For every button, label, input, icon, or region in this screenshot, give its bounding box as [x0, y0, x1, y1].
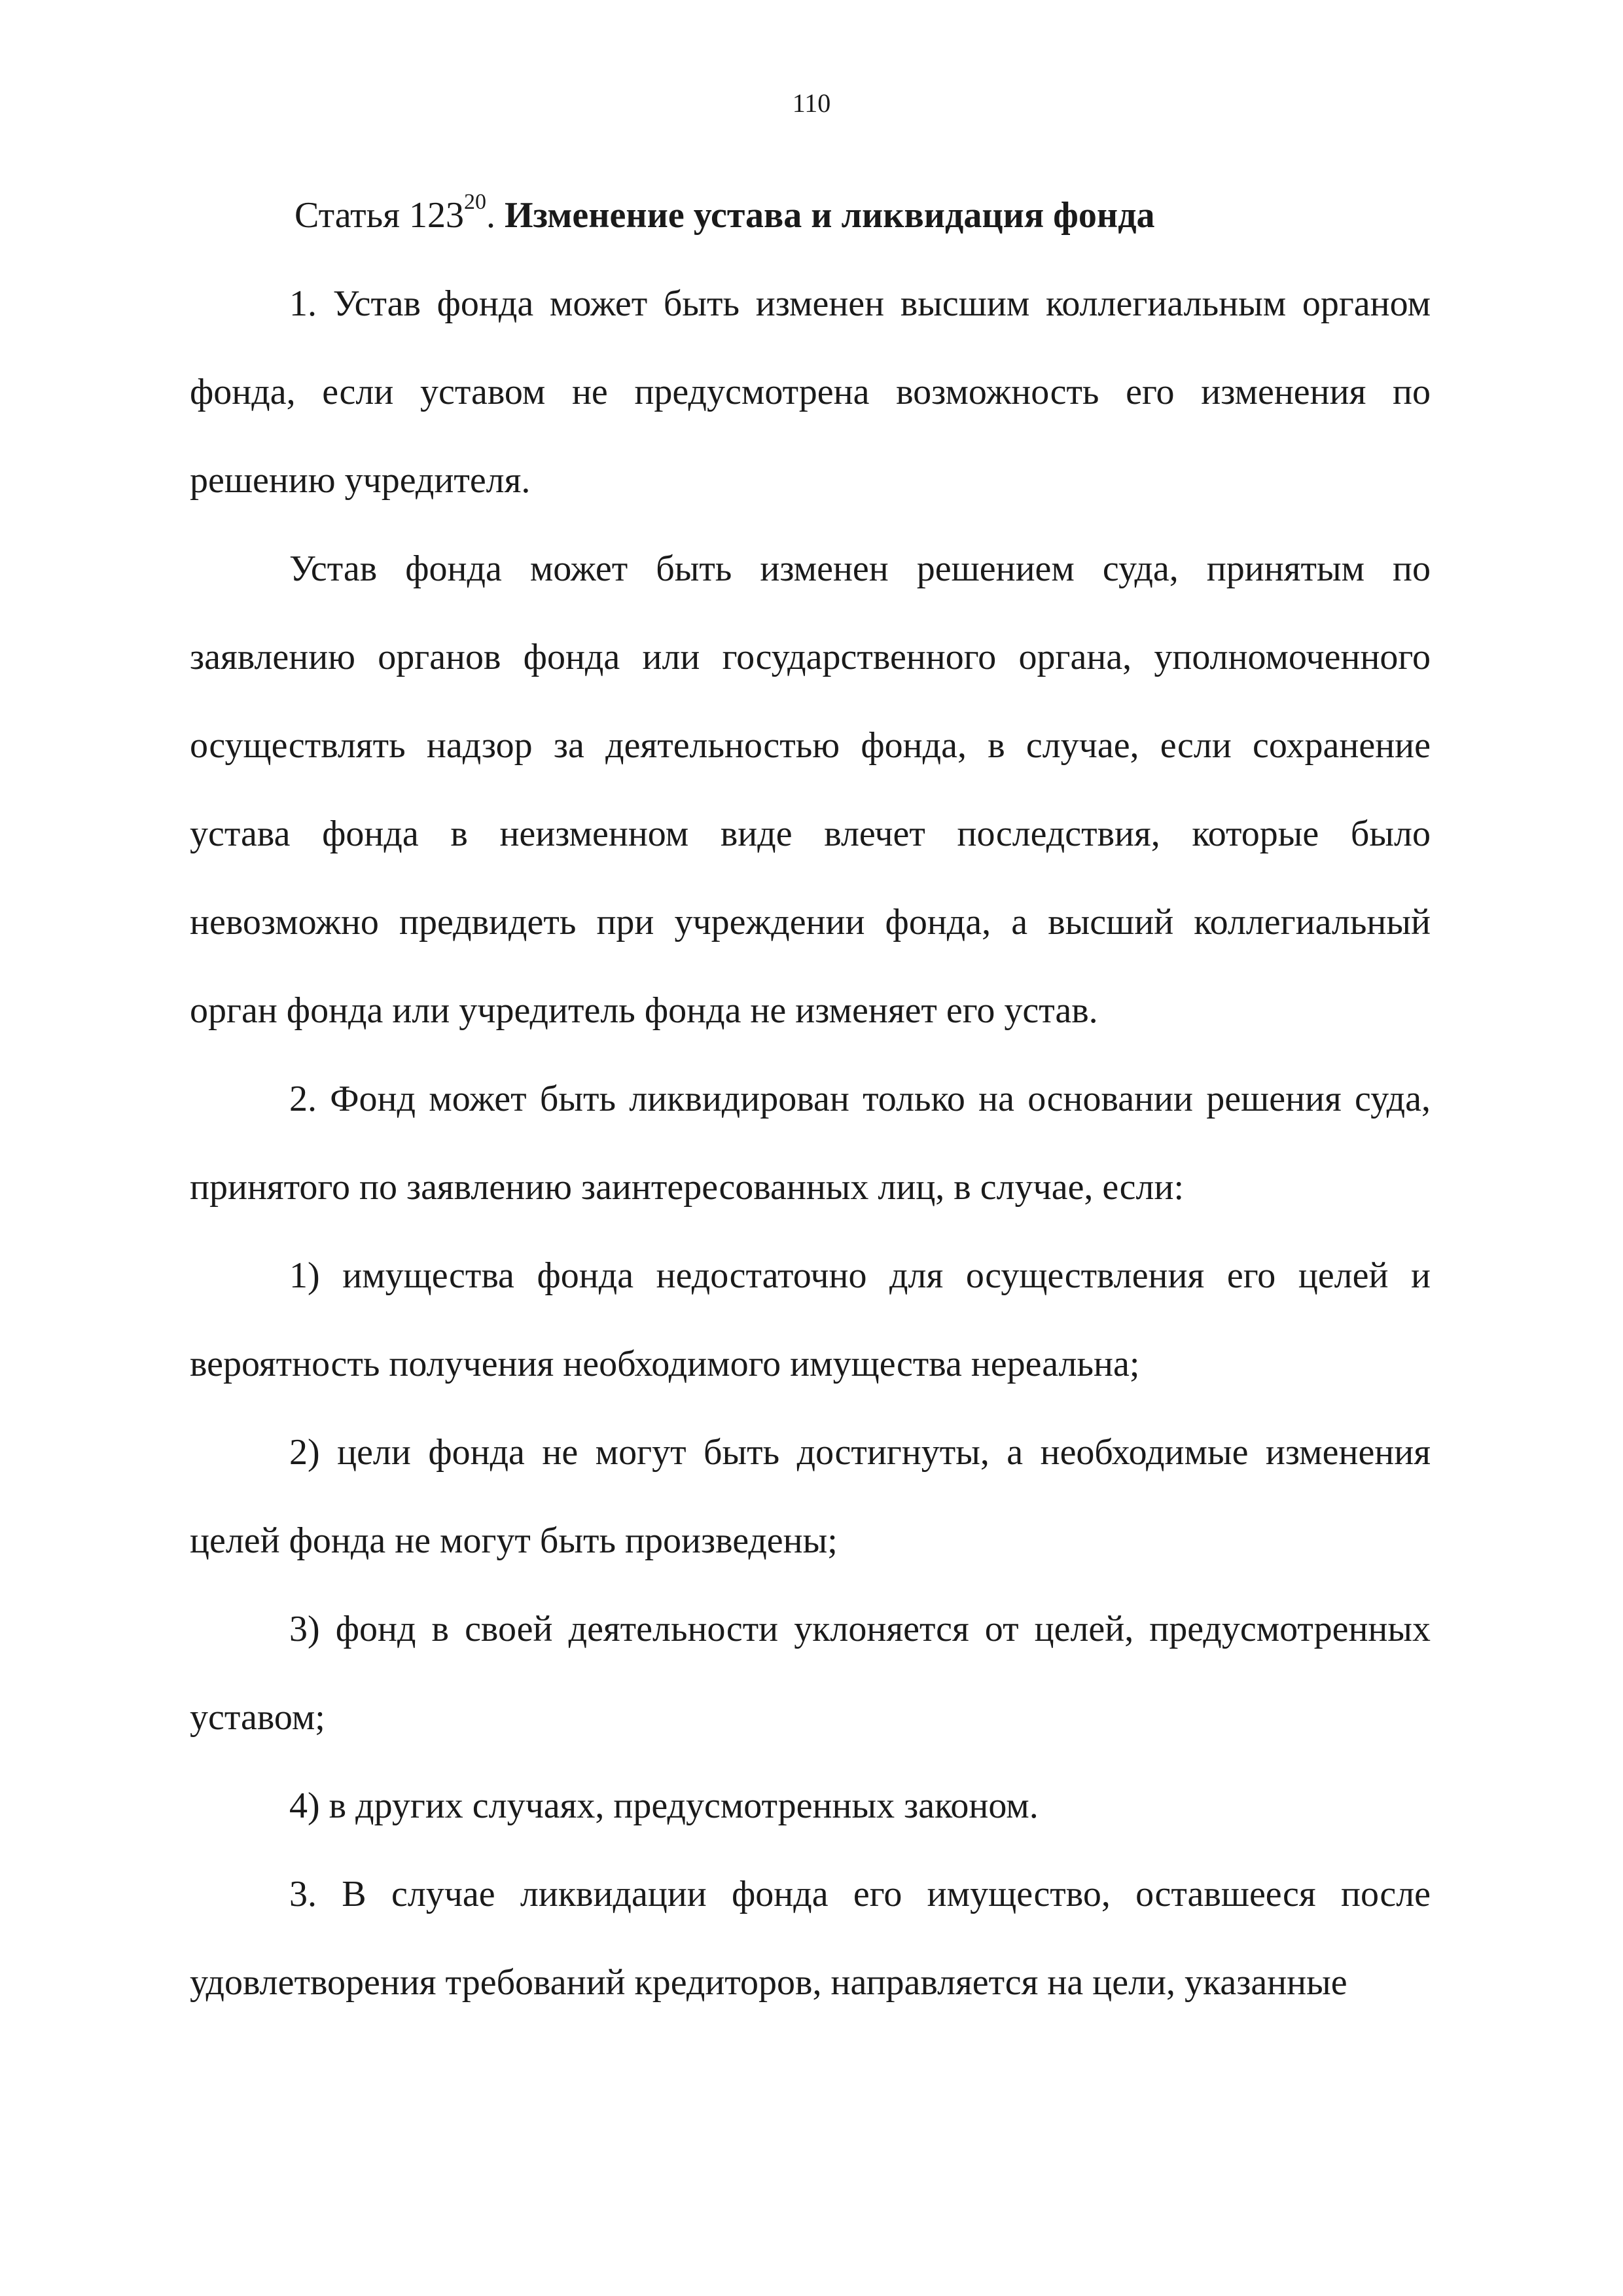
page-number: 110 [792, 88, 831, 118]
article-prefix: Статья [294, 195, 409, 236]
list-item-2: 2) цели фонда не могут быть достигнуты, а необходимые изменения целей фонда не могут быть произведены; [190, 1432, 1431, 1561]
list-item-4: 4) в других случаях, предусмотренных законом. [289, 1785, 1039, 1826]
paragraph-1-2: Устав фонда может быть изменен решением суда, принятым по заявлению органов фонда или государственного органа, уполномоченного осуществлять надзор за деятельностью фонда, в случае, если сохранение устава фонда в неизменном виде влечет последствия, которые было невозможно предвидеть при учреждении фонда, а высший коллегиальный орган фонда или учредитель фонда не изменяет его устав. [190, 548, 1431, 1031]
article-heading [190, 171, 1431, 260]
paragraph-2: 2. Фонд может быть ликвидирован только на основании решения суда, принятого по заявлению заинтересованных лиц, в случае, если: [190, 1079, 1431, 1208]
article-superscript: 20 [463, 190, 486, 214]
list-item-3: 3) фонд в своей деятельности уклоняется от целей, предусмотренных уставом; [190, 1609, 1431, 1738]
article-number: 123 [408, 195, 464, 236]
document-body [190, 171, 1431, 2027]
paragraph-1-1: 1. Устав фонда может быть изменен высшим коллегиальным органом фонда, если уставом не предусмотрена возможность его изменения по решению учредителя. [190, 283, 1431, 501]
article-title: Изменение устава и ликвидация фонда [504, 195, 1155, 236]
paragraph-3: 3. В случае ликвидации фонда его имущество, оставшееся после удовлетворения требований кредиторов, направляется на цели, указанные [190, 1874, 1431, 2003]
article-separator: . [486, 195, 505, 236]
list-item-1: 1) имущества фонда недостаточно для осуществления его целей и вероятность получения необходимого имущества нереальна; [190, 1255, 1431, 1384]
